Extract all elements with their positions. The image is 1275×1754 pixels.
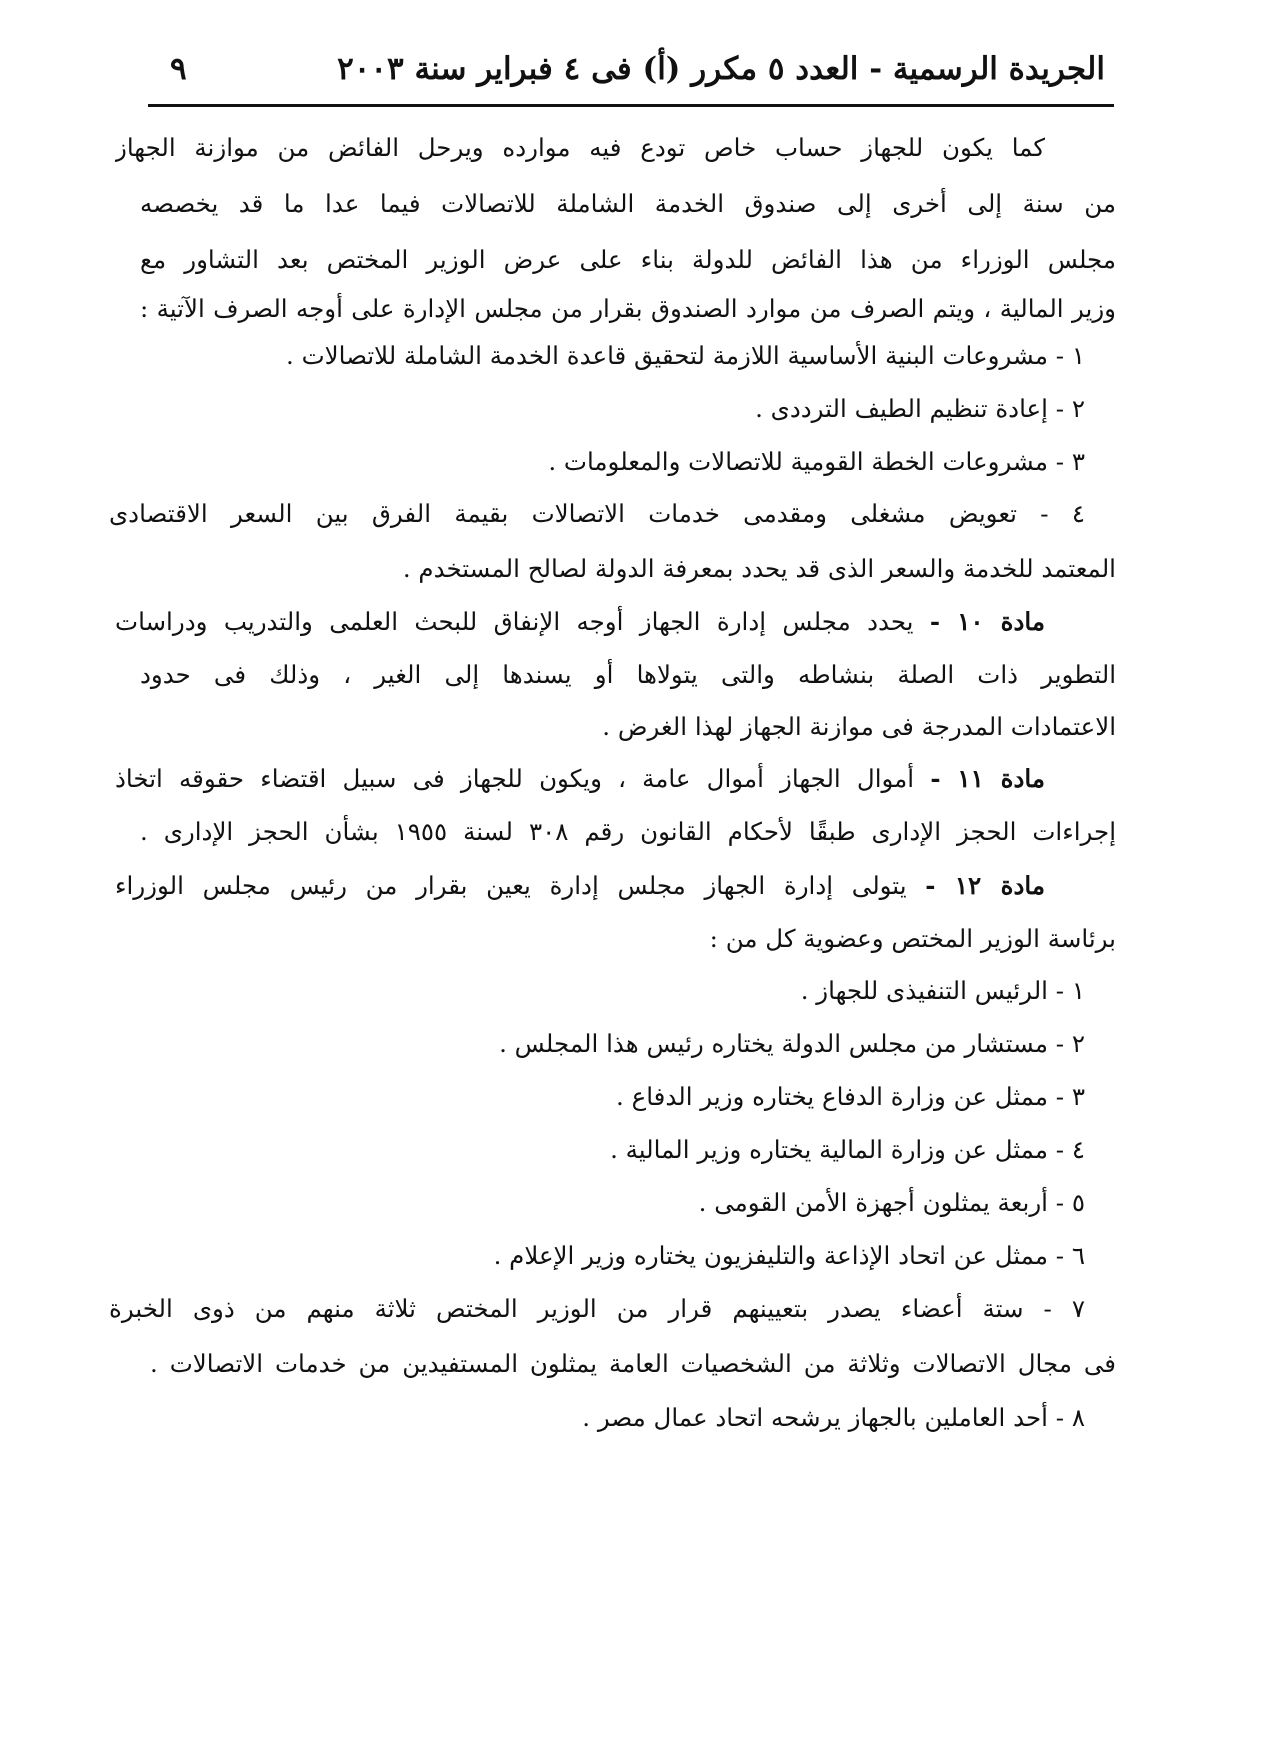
list-item: ٤ - ممثل عن وزارة المالية يختاره وزير المالية .	[610, 1135, 1085, 1164]
list-item: ٨ - أحد العاملين بالجهاز يرشحه اتحاد عمال مصر .	[582, 1403, 1085, 1432]
header-rule	[148, 104, 1114, 107]
list-item: ٢ - مستشار من مجلس الدولة يختاره رئيس هذا المجلس .	[499, 1029, 1085, 1058]
list-item: ٢ - إعادة تنظيم الطيف الترددى .	[755, 394, 1085, 423]
paragraph-line: فى مجال الاتصالات وثلاثة من الشخصيات العامة يمثلون المستفيدين من خدمات الاتصالات .	[150, 1349, 1116, 1378]
page-number: ٩	[170, 51, 187, 87]
paragraph-line: المعتمد للخدمة والسعر الذى قد يحدد بمعرفة الدولة لصالح المستخدم .	[402, 554, 1116, 583]
paragraph-line: من سنة إلى أخرى إلى صندوق الخدمة الشاملة للاتصالات فيما عدا ما قد يخصصه	[140, 189, 1116, 218]
page-header	[170, 44, 1105, 94]
paragraph-line: إجراءات الحجز الإدارى طبقًا لأحكام القانون رقم ٣٠٨ لسنة ١٩٥٥ بشأن الحجز الإدارى .	[140, 817, 1116, 846]
article-11-label: مادة ١١ -	[930, 764, 1045, 793]
article-11-text: أموال الجهاز أموال عامة ، ويكون للجهاز فى سبيل اقتضاء حقوقه اتخاذ	[115, 764, 915, 793]
paragraph-line: مجلس الوزراء من هذا الفائض للدولة بناء على عرض الوزير المختص بعد التشاور مع	[140, 245, 1116, 274]
article-10-label: مادة ١٠ -	[929, 607, 1045, 636]
paragraph-line: التطوير ذات الصلة بنشاطه والتى يتولاها أو يسندها إلى الغير ، وذلك فى حدود	[140, 660, 1116, 689]
list-item: ٥ - أربعة يمثلون أجهزة الأمن القومى .	[698, 1188, 1085, 1217]
paragraph-line: وزير المالية ، ويتم الصرف من موارد الصندوق بقرار من مجلس الإدارة على أوجه الصرف الآتية :	[140, 294, 1116, 323]
paragraph-line: الاعتمادات المدرجة فى موازنة الجهاز لهذا الغرض .	[602, 712, 1116, 741]
paragraph-line: برئاسة الوزير المختص وعضوية كل من :	[709, 924, 1116, 953]
paragraph-line: كما يكون للجهاز حساب خاص تودع فيه موارده ويرحل الفائض من موازنة الجهاز	[115, 133, 1045, 162]
list-item: ١ - مشروعات البنية الأساسية اللازمة لتحقيق قاعدة الخدمة الشاملة للاتصالات .	[286, 341, 1085, 370]
gazette-title: الجريدة الرسمية - العدد ٥ مكرر (أ) فى ٤ فبراير سنة ٢٠٠٣	[337, 51, 1105, 87]
article-10-line	[115, 598, 1045, 646]
article-12-line	[115, 862, 1045, 910]
article-11-line	[115, 755, 1045, 803]
article-12-text: يتولى إدارة الجهاز مجلس إدارة يعين بقرار من رئيس مجلس الوزراء	[115, 871, 907, 900]
list-item: ١ - الرئيس التنفيذى للجهاز .	[800, 976, 1085, 1005]
list-item: ٦ - ممثل عن اتحاد الإذاعة والتليفزيون يختاره وزير الإعلام .	[493, 1241, 1085, 1270]
list-item: ٣ - مشروعات الخطة القومية للاتصالات والمعلومات .	[548, 447, 1085, 476]
list-item: ٤ - تعويض مشغلى ومقدمى خدمات الاتصالات بقيمة الفرق بين السعر الاقتصادى	[109, 499, 1085, 528]
article-12-label: مادة ١٢ -	[925, 871, 1045, 900]
article-10-text: يحدد مجلس إدارة الجهاز أوجه الإنفاق للبحث العلمى والتدريب ودراسات	[115, 607, 914, 636]
list-item: ٧ - ستة أعضاء يصدر بتعيينهم قرار من الوزير المختص ثلاثة منهم من ذوى الخبرة	[109, 1294, 1085, 1323]
list-item: ٣ - ممثل عن وزارة الدفاع يختاره وزير الدفاع .	[616, 1082, 1085, 1111]
